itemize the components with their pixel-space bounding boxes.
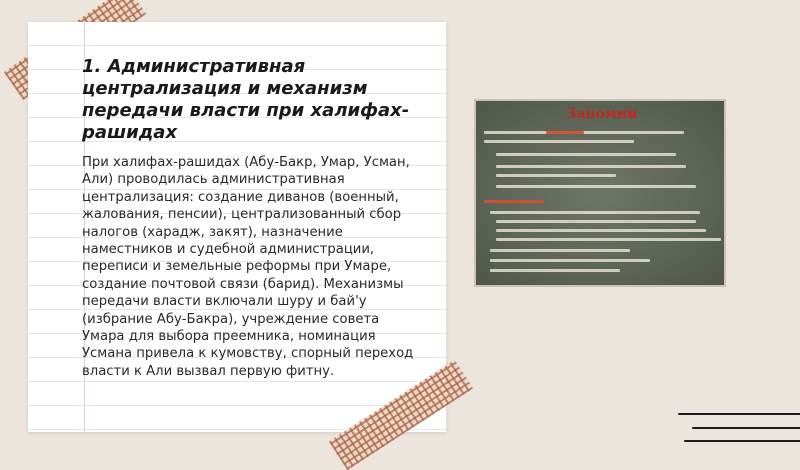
- image-text-line: [484, 140, 634, 143]
- image-text-line: [496, 238, 721, 241]
- slide-title: 1. Административная централизация и механизм передачи власти при халифах-рашидах: [82, 56, 410, 143]
- image-text-line: [496, 185, 696, 188]
- image-text-line: [484, 200, 544, 203]
- decorative-lines: [678, 413, 800, 443]
- image-text-line: [490, 211, 700, 214]
- slide-body-text: При халифах-рашидах (Абу-Бакр, Умар, Усман, Али) проводилась административная централизация: создание диванов (военный, жалования, пенсии), централизованный сбор налогов (харадж, закят), назначение наместников и судебной администрации, переписи и земельные реформы при Умаре, создание почтовой связи (барид). Механизмы передачи власти включали шуру и бай'у (избрание Абу-Бакра), учреждение совета Умара для выбора преемника, номинация Усмана привела к кумовству, спорный переход власти к Али вызвал первую фитну.: [82, 155, 414, 379]
- reference-slide-heading: Запомни: [566, 106, 638, 122]
- image-text-line: [496, 229, 706, 232]
- image-text-line: [496, 165, 686, 168]
- image-text-line: [490, 249, 630, 252]
- reference-slide-image: [474, 99, 726, 287]
- image-text-line: [490, 269, 620, 272]
- image-text-line: [496, 174, 616, 177]
- image-text-line: [496, 153, 676, 156]
- image-text-line: [484, 131, 684, 134]
- image-text-line: [490, 259, 650, 262]
- image-text-line: [496, 220, 696, 223]
- image-text-line: [546, 131, 584, 134]
